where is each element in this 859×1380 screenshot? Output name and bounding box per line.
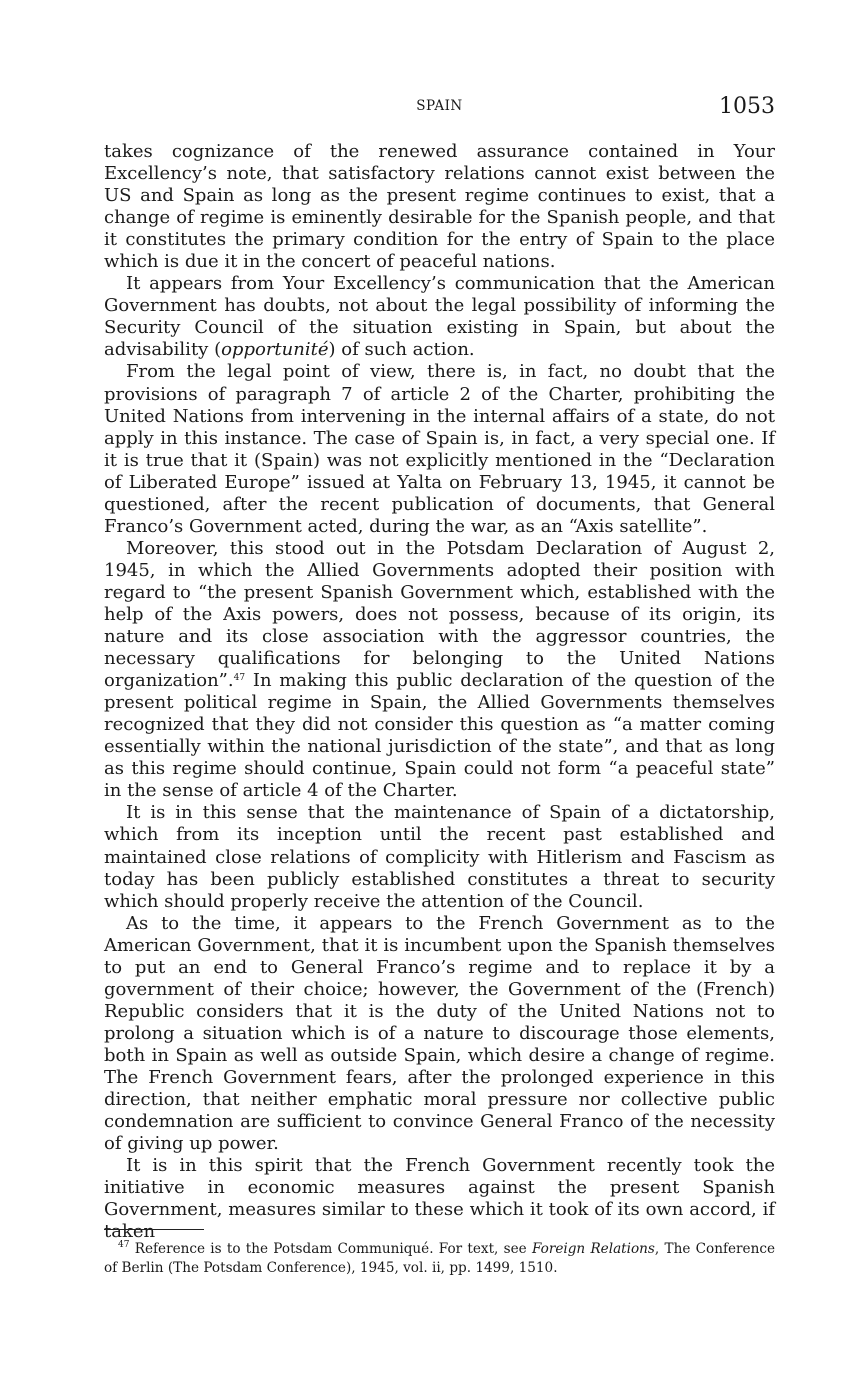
paragraph-2-text-before: It appears from Your Excellency’s communication that the American Government has doubts, not about the legal possibility of informing the Security Council of the situation existing in Spain, but about the advisability (	[104, 273, 775, 361]
paragraph-4-text-before: Moreover, this stood out in the Potsdam Declaration of August 2, 1945, in which the Allied Governments adopted their position with regard to “the present Spanish Government which, established with the help of the Axis powers, does not possess, because of its origin, its nature and its close association with the aggressor countries, the necessary qualifications for belonging to the United Nations organization”.	[104, 537, 775, 692]
paragraph-2-italic-term: opportunité	[221, 339, 329, 361]
footnote-italic-title: Foreign Relations	[531, 1241, 655, 1257]
running-head: SPAIN	[416, 98, 463, 114]
footnote-text-after: , The Conference of Berlin (The Potsdam Conference), 1945, vol. ii, pp. 1499, 1510.	[104, 1241, 776, 1276]
footnote-reference[interactable]: 47	[233, 673, 246, 684]
paragraph-5: It is in this sense that the maintenance of Spain of a dictatorship, which from its inception until the recent past established and maintained close relations of complicity with Hitlerism and Fascism as today has been publicly established constitutes a threat to security which should properly receive the attention of the Council.	[104, 802, 775, 912]
footnote-number: 47	[118, 1240, 130, 1250]
footnotes	[104, 1240, 775, 1278]
footnote-text-before: Reference is to the Potsdam Communiqué. For text, see	[129, 1241, 532, 1257]
page-header	[104, 94, 775, 124]
paragraph-4-text-after: In making this public declaration of the question of the present political regime in Spain, the Allied Governments themselves recognized that they did not consider this question as “a matter coming essentially within the national jurisdiction of the state”, and that as long as this regime should continue, Spain could not form “a peaceful state” in the sense of article 4 of the Charter.	[104, 670, 775, 802]
paragraph-2	[104, 273, 775, 361]
paragraph-2-text-after: ) of such action.	[328, 339, 475, 361]
page-number: 1053	[719, 94, 775, 119]
body-text	[104, 141, 775, 1243]
paragraph-3: From the legal point of view, there is, in fact, no doubt that the provisions of paragraph 7 of article 2 of the Charter, prohibiting the United Nations from intervening in the internal affairs of a state, do not apply in this instance. The case of Spain is, in fact, a very special one. If it is true that it (Spain) was not explicitly mentioned in the “Declaration of Liberated Europe” issued at Yalta on February 13, 1945, it cannot be questioned, after the recent publication of documents, that General Franco’s Government acted, during the war, as an “Axis satellite”.	[104, 361, 775, 537]
paragraph-6: As to the time, it appears to the French Government as to the American Government, that it is incumbent upon the Spanish themselves to put an end to General Franco’s regime and to replace it by a government of their choice; however, the Government of the (French) Republic considers that it is the duty of the United Nations not to prolong a situation which is of a nature to discourage those elements, both in Spain as well as outside Spain, which desire a change of regime. The French Government fears, after the prolonged experience in this direction, that neither emphatic moral pressure nor collective public condemnation are sufficient to convince General Franco of the necessity of giving up power.	[104, 912, 775, 1155]
footnote-47	[104, 1240, 775, 1278]
footnote-divider	[104, 1229, 204, 1230]
paragraph-4	[104, 538, 775, 803]
paragraph-7: It is in this spirit that the French Government recently took the initiative in economic measures against the present Spanish Government, measures similar to these which it took of its own accord, if taken	[104, 1155, 775, 1243]
paragraph-1: takes cognizance of the renewed assurance contained in Your Excellency’s note, that satisfactory relations cannot exist between the US and Spain as long as the present regime continues to exist, that a change of regime is eminently desirable for the Spanish people, and that it constitutes the primary condition for the entry of Spain to the place which is due it in the concert of peaceful nations.	[104, 141, 775, 273]
